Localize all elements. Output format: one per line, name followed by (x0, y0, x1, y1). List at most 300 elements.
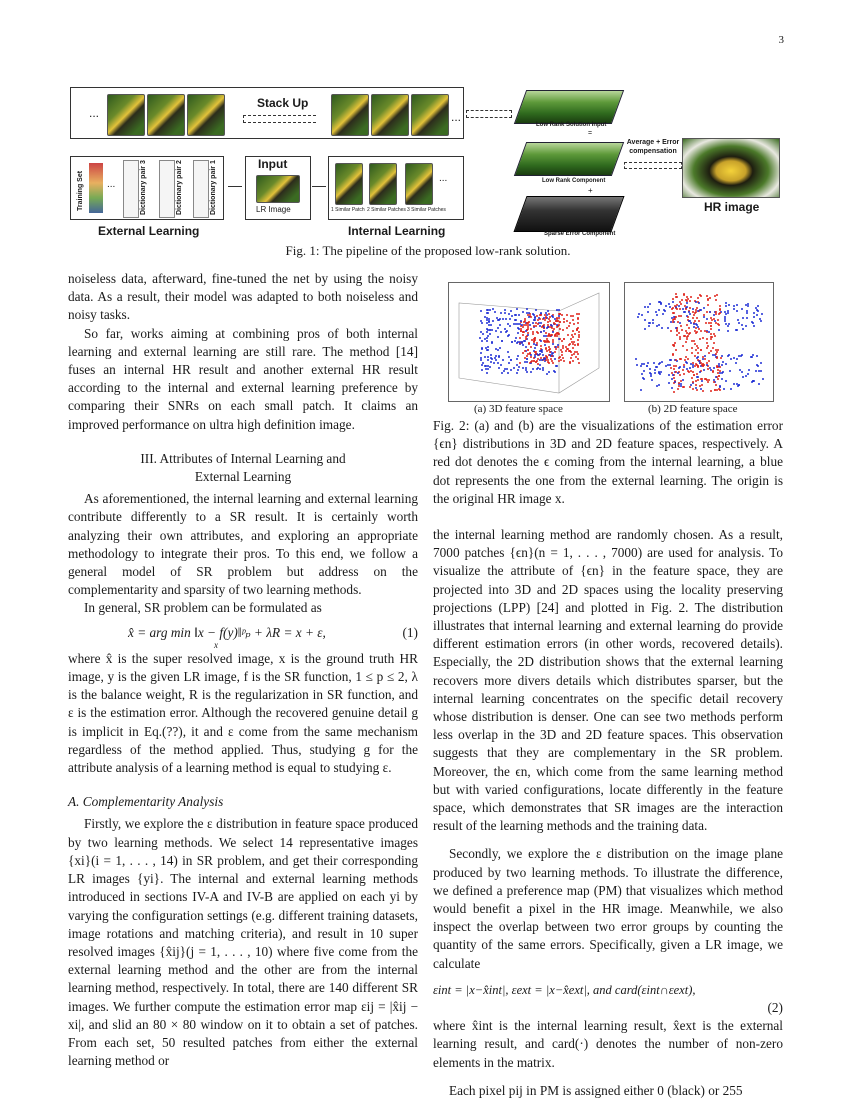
scatter-dot (673, 312, 675, 314)
scatter-dot (637, 316, 639, 318)
scatter-dot (675, 349, 677, 351)
scatter-dot (713, 314, 715, 316)
scatter-dot (686, 349, 688, 351)
arrow-left (228, 186, 242, 187)
left-para-1: noiseless data, afterward, fine-tuned the net by using the noisy data. As a result, their model was adapted to both noiseless and noisy tasks. (68, 271, 418, 323)
plot-2d-feature-space (624, 282, 774, 402)
scatter-dot (701, 380, 703, 382)
scatter-dot (720, 357, 722, 359)
scatter-dot (670, 359, 672, 361)
scatter-dot (526, 358, 528, 360)
scatter-dot (676, 308, 678, 310)
scatter-dot (489, 309, 491, 311)
scatter-dot (746, 310, 748, 312)
scatter-dot (525, 369, 527, 371)
scatter-dot (747, 373, 749, 375)
similar-2-label: 2 Similar Patches (367, 207, 406, 213)
scatter-dot (675, 371, 677, 373)
scatter-dot (547, 310, 549, 312)
scatter-dot (537, 319, 539, 321)
scatter-dot (725, 380, 727, 382)
scatter-dot (522, 334, 524, 336)
scatter-dot (686, 302, 688, 304)
scatter-dot (710, 325, 712, 327)
scatter-dot (733, 308, 735, 310)
dictionary-pair-1 (193, 160, 209, 218)
scatter-dot (710, 322, 712, 324)
scatter-dot (693, 374, 695, 376)
scatter-dot (742, 376, 744, 378)
scatter-dot (635, 358, 637, 360)
ellipsis-right: ... (451, 110, 462, 124)
scatter-dot (686, 338, 688, 340)
scatter-dot (741, 371, 743, 373)
scatter-dot (730, 358, 732, 360)
scatter-dot (530, 371, 532, 373)
scatter-dot (528, 316, 530, 318)
scatter-dot (762, 378, 764, 380)
internal-learning-box (328, 156, 464, 220)
scatter-dot (567, 334, 569, 336)
scatter-dot (702, 390, 704, 392)
scatter-dot (577, 353, 579, 355)
stack-up-label: Stack Up (257, 96, 309, 110)
scatter-dot (716, 351, 718, 353)
scatter-dot (694, 330, 696, 332)
scatter-dot (689, 386, 691, 388)
scatter-dot (742, 328, 744, 330)
scatter-dot (540, 314, 542, 316)
scatter-dot (675, 293, 677, 295)
scatter-dot (578, 336, 580, 338)
scatter-dot (497, 336, 499, 338)
scatter-dot (641, 314, 643, 316)
lr-image (256, 175, 300, 203)
scatter-dot (518, 366, 520, 368)
scatter-dot (682, 386, 684, 388)
scatter-dot (703, 369, 705, 371)
scatter-dot (704, 358, 706, 360)
scatter-dot (695, 380, 697, 382)
scatter-dot (736, 304, 738, 306)
scatter-dot (553, 328, 555, 330)
average-error-label: Average + Error compensation (626, 139, 680, 155)
scatter-dot (558, 360, 560, 362)
left-para-3: As aforementioned, the internal learning and external learning contribute differently to a SR result. It is certainly worth analyzing their own attributes, and exploring an appropriate methodology to integrate their pros. To this end, we follow a general model of SR problem but address on the complementarity and sparsity of two learning methods. (68, 491, 418, 598)
left-para-2: So far, works aiming at combining pros of both internal learning and external learning are still rare. The method [14] fuses an internal HR result and another external HR result according to the internal and external learning preference by comparing their SNRs on each small patch. It claims an improved performance on ultra high definition image. (68, 325, 418, 432)
scatter-dot (529, 324, 531, 326)
scatter-dot (548, 362, 550, 364)
scatter-dot (682, 308, 684, 310)
scatter-dot (706, 318, 708, 320)
scatter-dot (549, 320, 551, 322)
scatter-dot (530, 346, 532, 348)
scatter-dot (692, 317, 694, 319)
scatter-dot (669, 364, 671, 366)
scatter-dot (638, 313, 640, 315)
scatter-dot (554, 351, 556, 353)
scatter-dot (481, 348, 483, 350)
scatter-dot (703, 307, 705, 309)
scatter-dot (672, 374, 674, 376)
scatter-dot (699, 371, 701, 373)
scatter-dot (522, 344, 524, 346)
scatter-dot (548, 349, 550, 351)
scatter-dot (700, 330, 702, 332)
scatter-dot (562, 347, 564, 349)
scatter-dot (647, 306, 649, 308)
scatter-dot (655, 311, 657, 313)
scatter-dot (719, 389, 721, 391)
stack-up-box (70, 87, 464, 139)
scatter-dot (502, 359, 504, 361)
arrow-to-lowrank (466, 110, 512, 118)
scatter-dot (513, 323, 515, 325)
scatter-dot (727, 325, 729, 327)
lr-image-label: LR Image (256, 205, 291, 214)
scatter-dot (526, 371, 528, 373)
ellipsis-ext: ... (107, 179, 116, 190)
scatter-dot (691, 377, 693, 379)
scatter-dot (526, 361, 528, 363)
scatter-dot (753, 312, 755, 314)
scatter-dot (715, 384, 717, 386)
scatter-dot (689, 313, 691, 315)
scatter-dot (699, 338, 701, 340)
scatter-dot (658, 324, 660, 326)
scatter-dot (679, 366, 681, 368)
scatter-dot (665, 365, 667, 367)
scatter-dot (664, 310, 666, 312)
patch-image (411, 94, 449, 136)
scatter-dot (495, 359, 497, 361)
left-para-6: Firstly, we explore the ε distribution in feature space produced by two learning methods. We select 14 representative images {xi}(i = 1, . . . , 14) in SR problem, and get their corresponding LR images {yi}. The internal and external learning methods introduced in sections IV-A and IV-B are applied on each yi by varying the configuration settings (e.g. different training datasets, image rotations and matching criteria), and result in 10 super resolved images {x̂ij}(j = 1, . . . , 10) where five come from the external learning method and the other are from the internal learning method, respectively. In total, there are 140 different SR images. We further compute the estimation error map εij = |x̂ij − xi|, and slid an 80 × 80 window on it to obtain a set of patches. From each set, 50 resulted patches from either the external learning method or (68, 816, 418, 1069)
scatter-dot (541, 351, 543, 353)
scatter-dot (716, 294, 718, 296)
scatter-dot (641, 373, 643, 375)
scatter-dot (683, 373, 685, 375)
scatter-dot (557, 333, 559, 335)
similar-patch-image (369, 163, 397, 205)
page-number: 3 (778, 34, 784, 46)
scatter-dot (674, 381, 676, 383)
scatter-dot (725, 363, 727, 365)
scatter-dot (662, 313, 664, 315)
scatter-dot (736, 310, 738, 312)
scatter-dot (494, 357, 496, 359)
scatter-dot (644, 319, 646, 321)
figure-1-caption: Fig. 1: The pipeline of the proposed low-rank solution. (285, 243, 571, 258)
scatter-dot (753, 325, 755, 327)
scatter-dot (654, 372, 656, 374)
scatter-dot (644, 328, 646, 330)
scatter-dot (647, 362, 649, 364)
scatter-dot (673, 391, 675, 393)
scatter-dot (681, 329, 683, 331)
scatter-dot (727, 312, 729, 314)
scatter-dot (661, 361, 663, 363)
equation-1-body: x̂ = arg min ‖x − f(y)‖ᵖₚ + λR = x + ε, (128, 624, 326, 640)
scatter-dot (670, 330, 672, 332)
scatter-dot (504, 368, 506, 370)
scatter-dot (703, 316, 705, 318)
scatter-dot (493, 362, 495, 364)
scatter-dot (760, 362, 762, 364)
scatter-dot (530, 356, 532, 358)
scatter-dot (741, 354, 743, 356)
scatter-dot (696, 317, 698, 319)
scatter-dot (671, 387, 673, 389)
scatter-dot (532, 368, 534, 370)
scatter-dot (654, 369, 656, 371)
scatter-dot (753, 316, 755, 318)
scatter-dot (680, 383, 682, 385)
scatter-dot (725, 302, 727, 304)
scatter-dot (680, 325, 682, 327)
scatter-dot (577, 358, 579, 360)
scatter-dot (718, 375, 720, 377)
scatter-dot (569, 343, 571, 345)
scatter-dot (487, 365, 489, 367)
scatter-dot (747, 305, 749, 307)
scatter-dot (692, 362, 694, 364)
scatter-dot (708, 352, 710, 354)
scatter-dot (675, 296, 677, 298)
right-column (433, 526, 783, 1100)
scatter-dot (509, 318, 511, 320)
plot-3d-feature-space (448, 282, 610, 402)
scatter-dot (714, 320, 716, 322)
left-para-4: In general, SR problem can be formulated as (84, 600, 322, 616)
scatter-dot (713, 342, 715, 344)
scatter-dot (748, 369, 750, 371)
left-column (68, 270, 418, 1070)
low-rank-component-label: Low Rank Component (542, 178, 606, 184)
dictionary-pair-3 (123, 160, 139, 218)
scatter-dot (730, 388, 732, 390)
scatter-dot (728, 323, 730, 325)
scatter-dot (703, 314, 705, 316)
ellipsis-int: ... (439, 173, 448, 184)
scatter-dot (578, 362, 580, 364)
scatter-dot (709, 311, 711, 313)
stack-arrow (243, 115, 316, 123)
scatter-dot (667, 364, 669, 366)
scatter-dot (517, 327, 519, 329)
sparse-error-label: Sparse Error Component (544, 231, 616, 237)
scatter-dot (724, 318, 726, 320)
scatter-dot (673, 377, 675, 379)
sparse-error-slab (513, 196, 624, 232)
scatter-dot (756, 314, 758, 316)
scatter-dot (667, 327, 669, 329)
scatter-dot (501, 340, 503, 342)
scatter-dot (507, 372, 509, 374)
scatter-dot (656, 314, 658, 316)
scatter-dot (741, 308, 743, 310)
scatter-dot (679, 374, 681, 376)
equation-2 (433, 981, 783, 999)
scatter-dot (509, 325, 511, 327)
scatter-dot (646, 365, 648, 367)
patch-image (107, 94, 145, 136)
scatter-dot (687, 316, 689, 318)
scatter-dot (683, 335, 685, 337)
scatter-dot (729, 370, 731, 372)
scatter-dot (758, 383, 760, 385)
scatter-dot (490, 354, 492, 356)
arrow-right (312, 186, 326, 187)
scatter-dot (757, 305, 759, 307)
scatter-dot (665, 305, 667, 307)
scatter-dot (707, 381, 709, 383)
scatter-dot (543, 326, 545, 328)
scatter-dot (751, 381, 753, 383)
scatter-dot (702, 356, 704, 358)
scatter-dot (728, 304, 730, 306)
scatter-dot (718, 324, 720, 326)
scatter-dot (688, 333, 690, 335)
scatter-dot (661, 327, 663, 329)
scatter-dot (652, 322, 654, 324)
fig2-sub-b: (b) 2D feature space (648, 403, 738, 415)
scatter-dot (718, 365, 720, 367)
scatter-dot (650, 375, 652, 377)
scatter-dot (692, 381, 694, 383)
scatter-dot (659, 373, 661, 375)
scatter-dot (722, 361, 724, 363)
scatter-dot (647, 311, 649, 313)
scatter-dot (679, 338, 681, 340)
scatter-dot (745, 325, 747, 327)
scatter-dot (656, 366, 658, 368)
scatter-dot (651, 379, 653, 381)
scatter-dot (649, 303, 651, 305)
scatter-dot (531, 360, 533, 362)
dictionary-pair-2 (159, 160, 175, 218)
scatter-dot (697, 352, 699, 354)
scatter-dot (689, 367, 691, 369)
scatter-dot (508, 356, 510, 358)
scatter-dot (652, 319, 654, 321)
scatter-dot (495, 330, 497, 332)
scatter-dot (706, 331, 708, 333)
scatter-dot (736, 358, 738, 360)
scatter-dot (680, 315, 682, 317)
scatter-dot (709, 297, 711, 299)
similar-patch-image (405, 163, 433, 205)
scatter-dot (540, 345, 542, 347)
scatter-dot (693, 314, 695, 316)
plus-sign: + (588, 186, 593, 195)
scatter-dot (499, 347, 501, 349)
scatter-dot (529, 352, 531, 354)
scatter-dot (534, 316, 536, 318)
scatter-dot (534, 347, 536, 349)
scatter-dot (648, 322, 650, 324)
right-para-4: Each pixel pij in PM is assigned either 0 (black) or 255 (449, 1082, 743, 1098)
scatter-dot (481, 322, 483, 324)
scatter-dot (692, 311, 694, 313)
scatter-dot (727, 330, 729, 332)
equation-2-number: (2) (767, 1000, 783, 1016)
scatter-dot (673, 368, 675, 370)
scatter-dot (688, 327, 690, 329)
scatter-dot (532, 333, 534, 335)
scatter-dot (677, 321, 679, 323)
scatter-dot (695, 349, 697, 351)
scatter-dot (548, 371, 550, 373)
scatter-dot (673, 365, 675, 367)
scatter-dot (696, 389, 698, 391)
scatter-dot (706, 364, 708, 366)
scatter-dot (679, 308, 681, 310)
scatter-dot (681, 299, 683, 301)
scatter-dot (677, 388, 679, 390)
scatter-dot (692, 371, 694, 373)
scatter-dot (678, 332, 680, 334)
scatter-dot (717, 319, 719, 321)
patch-image (371, 94, 409, 136)
scatter-dot (686, 306, 688, 308)
scatter-dot (708, 360, 710, 362)
scatter-dot (675, 359, 677, 361)
fig2-sub-a: (a) 3D feature space (474, 403, 563, 415)
scatter-dot (521, 324, 523, 326)
section-heading-line1: III. Attributes of Internal Learning and (140, 450, 346, 466)
scatter-dot (756, 355, 758, 357)
scatter-dot (706, 338, 708, 340)
scatter-dot (719, 305, 721, 307)
scatter-dot (700, 349, 702, 351)
equation-1-subscript: x (214, 639, 218, 650)
scatter-dot (650, 373, 652, 375)
similar-3-label: 3 Similar Patches (407, 207, 446, 213)
scatter-dot (738, 355, 740, 357)
scatter-dot (706, 295, 708, 297)
scatter-dot (569, 322, 571, 324)
scatter-dot (563, 338, 565, 340)
scatter-dot (577, 339, 579, 341)
scatter-dot (491, 342, 493, 344)
scatter-dot (557, 346, 559, 348)
scatter-dot (721, 355, 723, 357)
subsection-heading: A. Complementarity Analysis (68, 794, 224, 810)
scatter-dot (658, 371, 660, 373)
scatter-dot (534, 356, 536, 358)
dict-pair-2-label: Dictionary pair 2 (176, 160, 183, 215)
scatter-dot (691, 347, 693, 349)
scatter-dot (643, 370, 645, 372)
scatter-dot (540, 331, 542, 333)
scatter-dot (680, 303, 682, 305)
scatter-dot (687, 358, 689, 360)
scatter-dot (706, 347, 708, 349)
scatter-dot (678, 382, 680, 384)
scatter-dot (689, 300, 691, 302)
scatter-dot (711, 336, 713, 338)
scatter-dot (525, 336, 527, 338)
scatter-dot (742, 317, 744, 319)
scatter-dot (721, 378, 723, 380)
scatter-dot (500, 364, 502, 366)
scatter-dot (532, 313, 534, 315)
scatter-dot (539, 325, 541, 327)
scatter-dot (751, 356, 753, 358)
scatter-dot (706, 362, 708, 364)
scatter-dot (698, 302, 700, 304)
scatter-dot (679, 336, 681, 338)
